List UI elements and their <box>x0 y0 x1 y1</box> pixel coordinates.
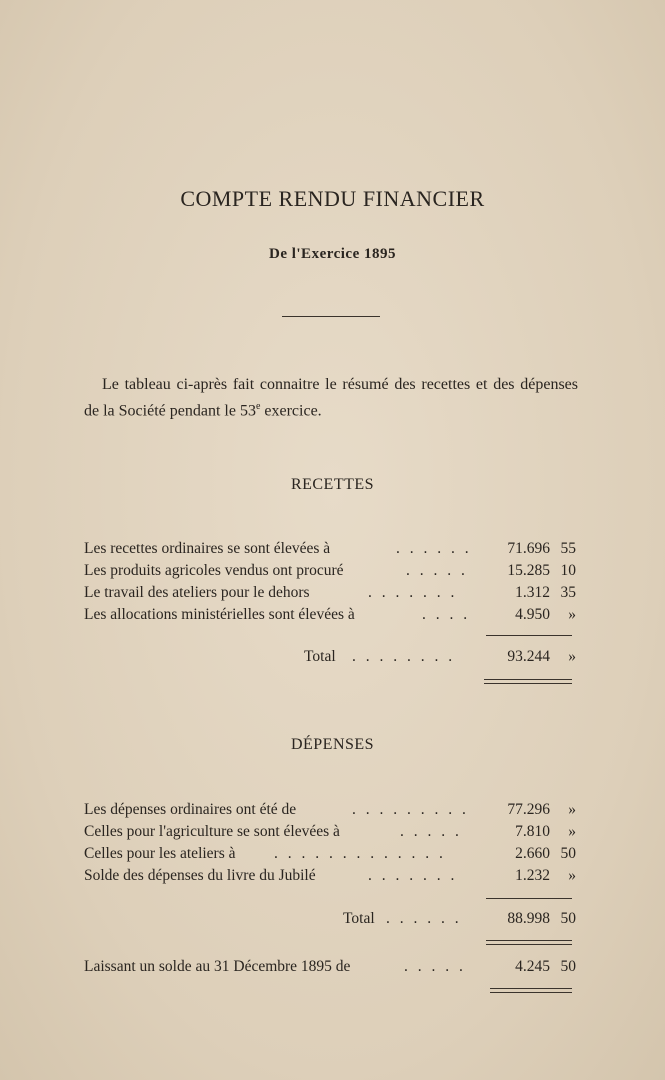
depenses-total <box>84 908 576 930</box>
row-leader: . . . . . . . . . . . . . <box>274 845 446 862</box>
intro-paragraph <box>84 374 578 422</box>
row-amount: 2.660 <box>515 845 550 862</box>
table-row <box>84 865 576 887</box>
table-row <box>84 538 576 560</box>
table-row <box>84 799 576 821</box>
subtotal-rule <box>486 898 572 899</box>
row-label: Les recettes ordinaires se sont élevées à <box>84 540 331 557</box>
row-leader: . . . . . <box>404 958 466 975</box>
row-cents: 55 <box>560 540 576 557</box>
row-leader: . . . . . . <box>386 910 462 927</box>
table-row <box>84 604 576 626</box>
subtotal-rule <box>486 635 572 636</box>
row-amount: 1.312 <box>515 584 550 601</box>
row-leader: . . . . . . . <box>368 867 458 884</box>
total-amount: 93.244 <box>507 648 550 665</box>
table-row <box>84 582 576 604</box>
table-row <box>84 821 576 843</box>
row-label: Les dépenses ordinaires ont été de <box>84 801 297 818</box>
total-cents: » <box>568 648 576 665</box>
intro-superscript: e <box>255 401 261 412</box>
row-leader: . . . . <box>422 606 471 623</box>
total-amount: 88.998 <box>507 910 550 927</box>
row-cents: » <box>568 867 576 884</box>
row-amount: 71.696 <box>507 540 550 557</box>
total-double-rule <box>484 679 572 684</box>
row-leader: . . . . . . . . <box>352 648 456 665</box>
row-label: Celles pour l'agriculture se sont élevées à <box>84 823 340 840</box>
recettes-total <box>84 646 576 668</box>
solde-line <box>84 956 576 978</box>
solde-amount: 4.245 <box>515 958 550 975</box>
solde-row <box>84 956 576 978</box>
row-leader: . . . . . . . . . <box>352 801 469 818</box>
row-amount: 4.950 <box>515 606 550 623</box>
row-label: Celles pour les ateliers à <box>84 845 236 862</box>
total-row <box>84 646 576 668</box>
total-cents: 50 <box>560 910 576 927</box>
table-row <box>84 560 576 582</box>
row-cents: » <box>568 823 576 840</box>
row-label: Les allocations ministérielles sont élevées à <box>84 606 355 623</box>
total-double-rule <box>486 940 572 945</box>
row-amount: 7.810 <box>515 823 550 840</box>
row-cents: 50 <box>560 845 576 862</box>
recettes-heading: RECETTES <box>290 476 375 493</box>
page-title: COMPTE RENDU FINANCIER <box>180 186 485 211</box>
row-amount: 77.296 <box>507 801 550 818</box>
table-row <box>84 843 576 865</box>
total-label: Total <box>304 648 336 665</box>
row-label: Les produits agricoles vendus ont procuré <box>84 562 344 579</box>
total-row <box>84 908 576 930</box>
row-leader: . . . . . . <box>396 540 472 557</box>
row-leader: . . . . . . . <box>368 584 458 601</box>
recettes-table <box>84 538 576 626</box>
title-divider <box>282 316 380 317</box>
row-cents: 10 <box>560 562 576 579</box>
row-leader: . . . . . <box>400 823 462 840</box>
row-amount: 1.232 <box>515 867 550 884</box>
row-cents: 35 <box>560 584 576 601</box>
row-amount: 15.285 <box>507 562 550 579</box>
solde-cents: 50 <box>560 958 576 975</box>
depenses-heading: DÉPENSES <box>290 736 375 753</box>
row-label: Solde des dépenses du livre du Jubilé <box>84 867 316 884</box>
total-label: Total <box>343 910 375 927</box>
intro-text-end: exercice. <box>260 402 322 420</box>
solde-double-rule <box>490 988 572 993</box>
page-subtitle: De l'Exercice 1895 <box>268 246 396 262</box>
intro-text: Le tableau ci-après fait connaitre le résumé des recettes et des dépenses de la Société pendant le 53 <box>84 376 578 420</box>
row-label: Le travail des ateliers pour le dehors <box>84 584 310 601</box>
depenses-table <box>84 799 576 887</box>
row-cents: » <box>568 801 576 818</box>
solde-label: Laissant un solde au 31 Décembre 1895 de <box>84 958 351 975</box>
row-cents: » <box>568 606 576 623</box>
row-leader: . . . . . <box>406 562 468 579</box>
